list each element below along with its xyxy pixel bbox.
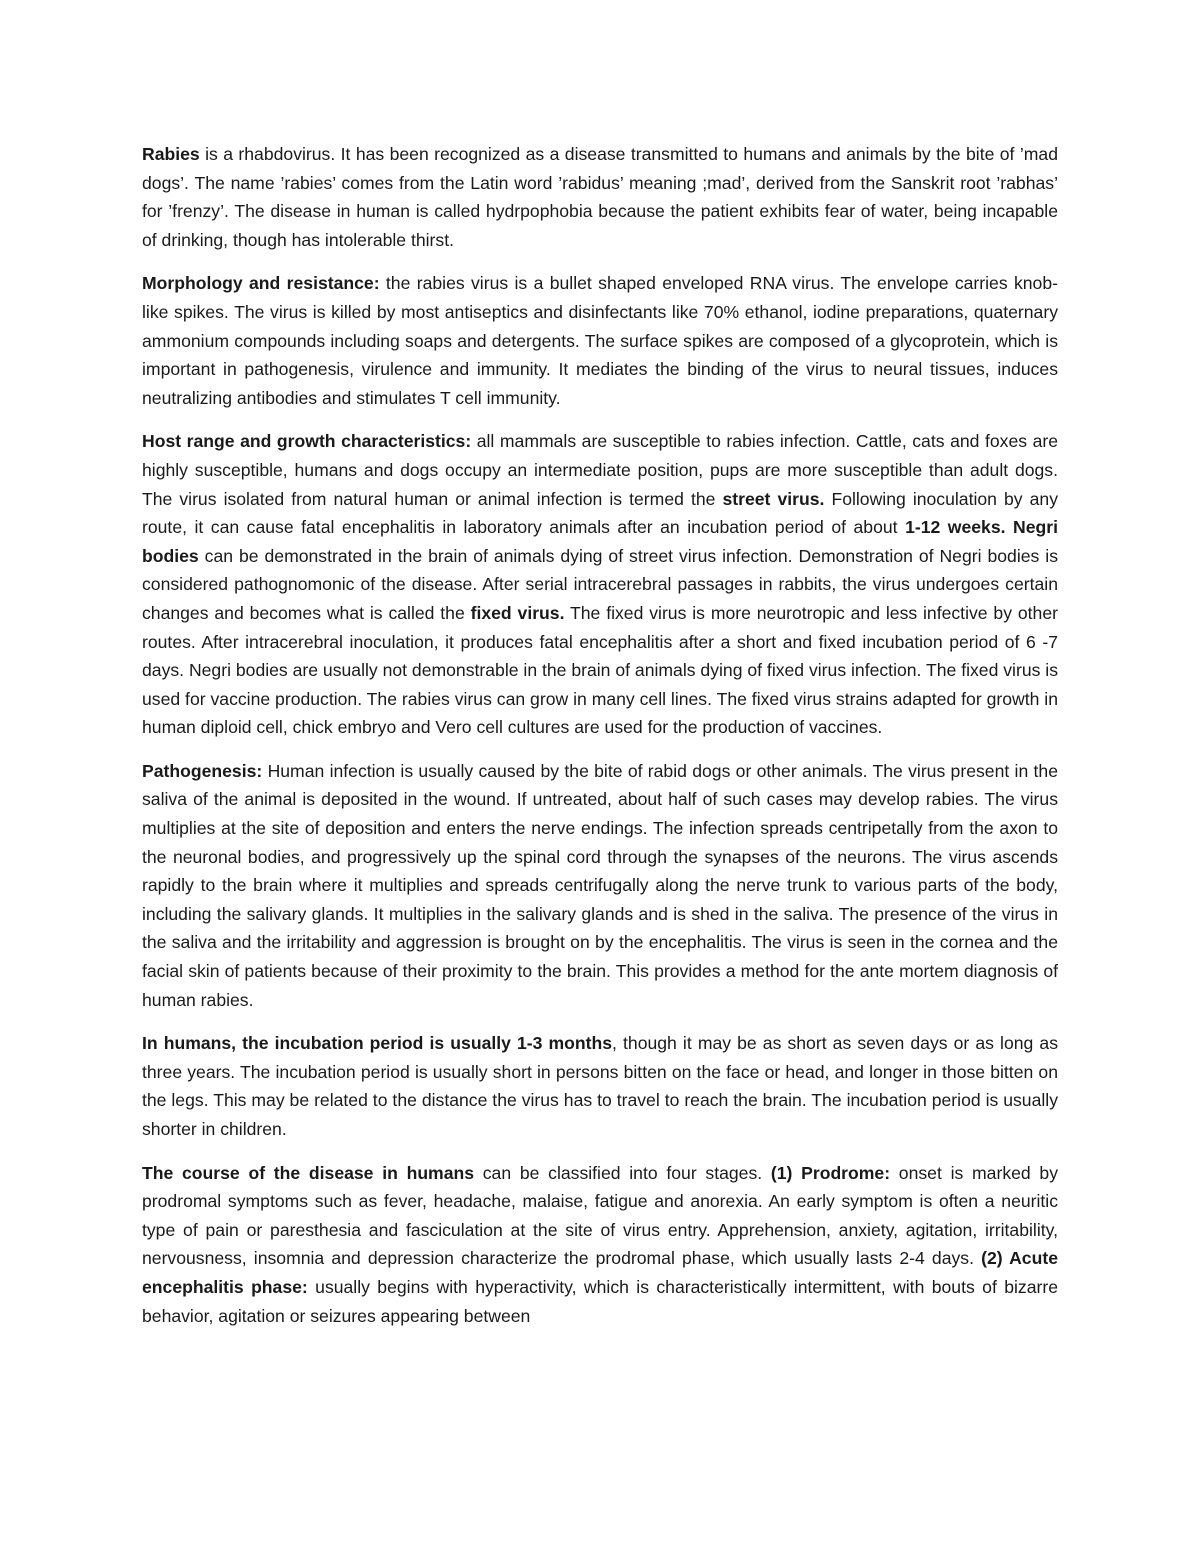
text-segment: , though it may be as short as seven days or as long as three years. The incubation period is usually short in persons bitten on the face or head, and longer in those bitten on the legs. This may be related to the distance the virus has to travel to reach the brain. The incubation period is usually shorter in children. xyxy=(142,1033,1058,1139)
text-segment: can be classified into four stages. xyxy=(474,1162,771,1183)
bold-term: Host range and growth characteristics: xyxy=(142,431,472,452)
paragraph-pathogenesis xyxy=(142,757,1058,1014)
text-segment: onset is marked by prodromal symptoms such as fever, headache, malaise, fatigue and anorexia. An early symptom is often a neuritic type of pain or paresthesia and fasciculation at the site of virus entry. Apprehension, anxiety, agitation, irritability, nervousness, insomnia and depression characterize the prodromal phase, which usually lasts 2-4 days. xyxy=(142,1162,1059,1269)
bold-term: street virus. xyxy=(722,488,825,509)
text-segment: is a rhabdovirus. It has been recognized as a disease transmitted to humans and animals by the bite of ’mad dogs’. The name ’rabies’ comes from the Latin word ’rabidus’ meaning ;mad’, derived from the Sanskrit root ’rabhas’ for ’frenzy’. The disease in human is called hydrpophobia because the patient exhibits fear of water, being incapable of drinking, though has intolerable thirst. xyxy=(142,144,1058,250)
text-segment: usually begins with hyperactivity, which is characteristically intermittent, with bouts of bizarre behavior, agitation or seizures appearing between xyxy=(142,1276,1058,1326)
document-page xyxy=(142,140,1058,1345)
bold-term: The course of the disease in humans xyxy=(142,1162,475,1183)
bold-term: In humans, the incubation period is usually 1-3 months xyxy=(142,1033,613,1054)
text-segment: Human infection is usually caused by the bite of rabid dogs or other animals. The virus present in the saliva of the animal is deposited in the wound. If untreated, about half of such cases may develop rabies. The virus multiplies at the site of deposition and enters the nerve endings. The infection spreads centripetally from the axon to the neuronal bodies, and progressively up the spinal cord through the synapses of the neurons. The virus ascends rapidly to the brain where it multiplies and spreads centrifugally along the nerve trunk to various parts of the body, including the salivary glands. It multiplies in the salivary glands and is shed in the saliva. The presence of the virus in the saliva and the irritability and aggression is brought on by the encephalitis. The virus is seen in the cornea and the facial skin of patients because of their proximity to the brain. This provides a method for the ante mortem diagnosis of human rabies. xyxy=(142,760,1058,1010)
bold-term: 1-12 weeks. Negri bodies xyxy=(142,517,1058,566)
text-segment: The fixed virus is more neurotropic and less infective by other routes. After intracerebral inoculation, it produces fatal encephalitis after a short and fixed incubation period of 6 -7 days. Negri bodies are usually not demonstrable in the brain of animals dying of fixed virus infection. The fixed virus is used for vaccine production. The rabies virus can grow in many cell lines. The fixed virus strains adapted for growth in human diploid cell, chick embryo and Vero cell cultures are used for the production of vaccines. xyxy=(142,602,1059,738)
paragraph-disease-course xyxy=(142,1159,1058,1331)
bold-term: (2) Acute encephalitis phase: xyxy=(142,1248,1058,1297)
paragraph-morphology xyxy=(142,269,1058,412)
bold-term: Pathogenesis: xyxy=(142,760,263,781)
text-segment: can be demonstrated in the brain of animals dying of street virus infection. Demonstration of Negri bodies is considered pathognomonic of the disease. After serial intracerebral passages in rabbits, the virus undergoes certain changes and becomes what is called the xyxy=(142,545,1058,623)
text-segment: all mammals are susceptible to rabies infection. Cattle, cats and foxes are highly susceptible, humans and dogs occupy an intermediate position, pups are more susceptible than adult dogs. The virus isolated from natural human or animal infection is termed the xyxy=(142,431,1058,509)
text-segment: the rabies virus is a bullet shaped enveloped RNA virus. The envelope carries knob-like spikes. The virus is killed by most antiseptics and disinfectants like 70% ethanol, iodine preparations, quaternary ammonium compounds including soaps and detergents. The surface spikes are composed of a glycoprotein, which is important in pathogenesis, virulence and immunity. It mediates the binding of the virus to neural tissues, induces neutralizing antibodies and stimulates T cell immunity. xyxy=(142,273,1058,408)
paragraph-rabies-intro xyxy=(142,140,1058,254)
text-segment: Following inoculation by any route, it can cause fatal encephalitis in laboratory animals after an incubation period of about xyxy=(142,488,1058,538)
paragraph-host-range xyxy=(142,427,1058,742)
bold-term: Morphology and resistance: xyxy=(142,273,380,294)
bold-term: Rabies xyxy=(142,144,200,164)
bold-term: (1) Prodrome: xyxy=(770,1162,891,1183)
paragraph-incubation xyxy=(142,1029,1058,1143)
bold-term: fixed virus. xyxy=(470,602,565,623)
